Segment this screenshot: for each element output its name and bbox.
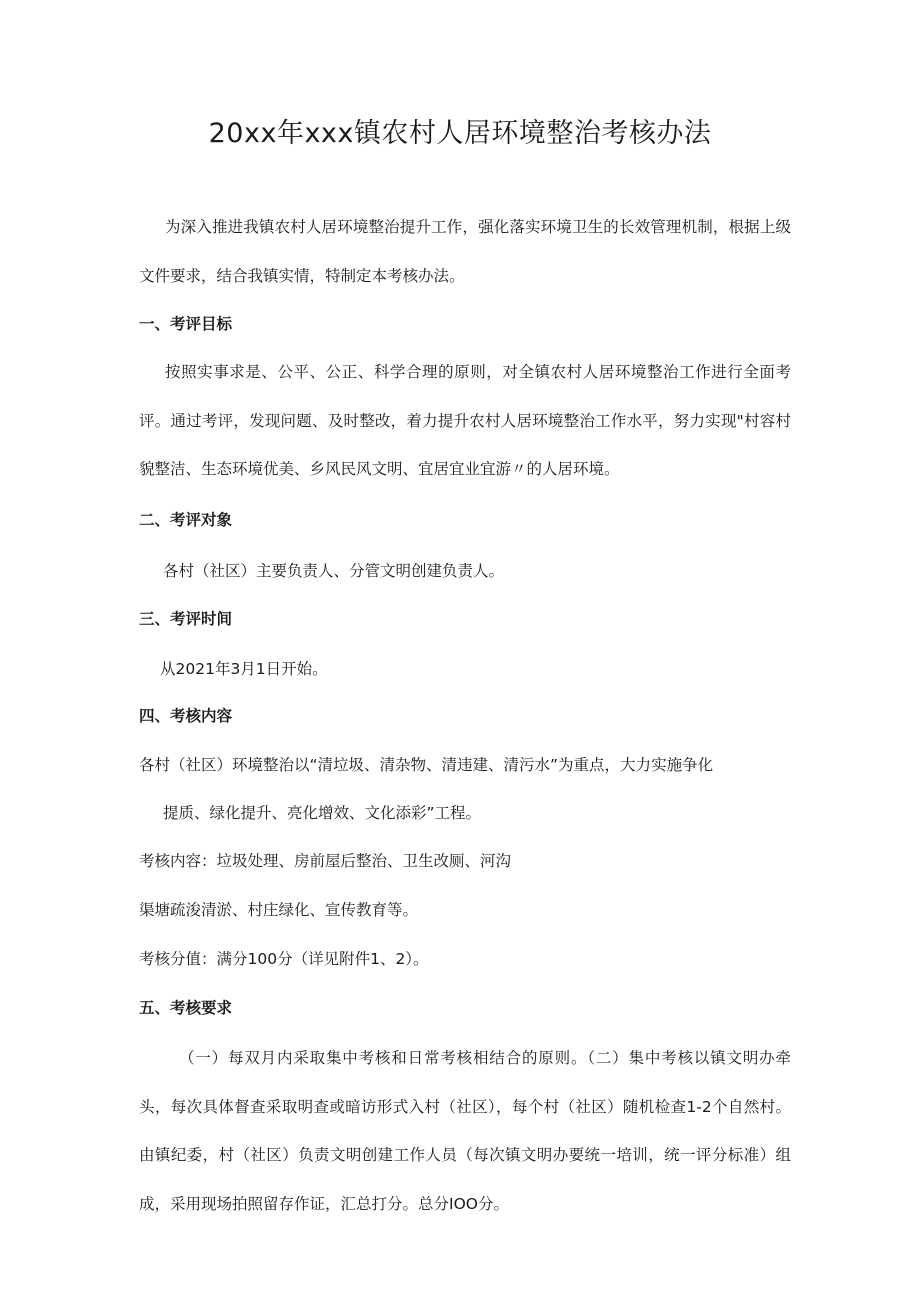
- section-4-body-line2: 提质、绿化提升、亮化增效、文化添彩”工程。: [163, 804, 482, 822]
- section-5-heading: 五、考核要求: [139, 999, 233, 1017]
- section-5-body: （一）每双月内采取集中考核和日常考核相结合的原则。（二）集中考核以镇文明办牵头，每次具体督查采取明查或暗访形式入村（社区），每个村（社区）随机检查1-2个自然村。由镇纪委，村（社区）负责文明创建工作人员（每次镇文明办要统一培训，统一评分标准）组成，采用现场拍照留存作证，汇总打分。总分IOO分。: [139, 1049, 791, 1213]
- section-4-heading: 四、考核内容: [139, 707, 233, 725]
- section-3-heading: 三、考评时间: [139, 610, 233, 628]
- section-2-heading: 二、考评对象: [139, 511, 233, 529]
- intro-paragraph: 为深入推进我镇农村人居环境整治提升工作，强化落实环境卫生的长效管理机制，根据上级文件要求，结合我镇实情，特制定本考核办法。: [139, 218, 791, 285]
- section-4-score: 考核分值：满分100分（详见附件1、2）。: [139, 950, 429, 968]
- section-1-body: 按照实事求是、公平、公正、科学合理的原则，对全镇农村人居环境整治工作进行全面考评。通过考评，发现问题、及时整改，着力提升农村人居环境整治工作水平，努力实现"村容村貌整洁、生态环境优美、乡风民风文明、宜居宜业宜游〃的人居环境。: [139, 363, 791, 478]
- document-title: 20xx年xxx镇农村人居环境整治考核办法: [208, 118, 712, 149]
- section-4-body-line1: 各村（社区）环境整治以“清垃圾、清杂物、清违建、清污水”为重点，大力实施争化: [139, 756, 714, 774]
- section-3-body: 从2021年3月1日开始。: [160, 660, 328, 678]
- section-2-body: 各村（社区）主要负责人、分管文明创建负责人。: [163, 562, 505, 580]
- section-4-content-line2: 渠塘疏浚清淤、村庄绿化、宣传教育等。: [139, 901, 419, 919]
- section-4-content-line1: 考核内容：垃圾处理、房前屋后整治、卫生改厕、河沟: [139, 852, 512, 870]
- section-1-heading: 一、考评目标: [139, 315, 233, 333]
